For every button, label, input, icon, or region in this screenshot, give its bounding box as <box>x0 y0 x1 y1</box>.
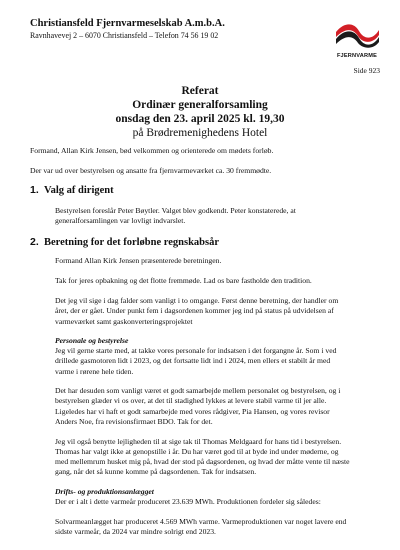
section-1-text-line: generalforsamlingen var lovligt indvarslet. <box>55 216 186 225</box>
thomas-paragraph-line: gang, når det så kunne komme på dagsordenen. Tak for indsatsen. <box>55 467 257 476</box>
staff-paragraph-line: drillede gasmotoren lidt i 2023, og det fortsatte lidt ind i 2024, men ellers et stabilt år med <box>55 356 331 365</box>
section-2-title: Beretning for det forløbne regnskabsår <box>44 237 219 248</box>
thomas-paragraph-line: med mellemrum husket mig på, hvad der stod på dagsordenen, og hvad der måtte vente til næste <box>55 457 350 466</box>
intro-attendance: Der var ud over bestyrelsen og ansatte fra fjernvarmeværket ca. 30 fremmødte. <box>30 166 272 175</box>
title-line-4: på Brødremenighedens Hotel <box>132 127 268 139</box>
section-1-number: 1. <box>30 184 39 196</box>
board-paragraph-line: bestyrelsen glæder vi os over, at det til stadighed lykkes at levere stabil varme til jer alle. <box>55 396 327 405</box>
board-paragraph-line: Anders Noe, fra revisionsfirmaet BDO. Tak for det. <box>55 417 213 426</box>
section-1-heading <box>30 184 114 196</box>
title-line-2: Ordinær generalforsamling <box>132 99 268 111</box>
title-line-3: onsdag den 23. april 2025 kl. 19,30 <box>115 113 285 125</box>
company-address: Ravnhavevej 2 – 6070 Christiansfeld – Telefon 74 56 19 02 <box>30 31 219 40</box>
fjernvarme-logo-mark <box>333 21 381 49</box>
title-line-1: Referat <box>181 85 219 97</box>
solar-paragraph-line: Solvarmeanlægget har produceret 4.569 MWh varme. Varmeproduktionen var noget lavere end <box>55 517 347 526</box>
report-overview-line: Det jeg vil sige i dag falder som vanligt i to omgange. Først denne beretning, der handler om <box>55 296 339 305</box>
thomas-paragraph-line: Jeg vil også benytte lejligheden til at sige tak til Thomas Meldgaard for hans tid i bestyrelsen. <box>55 437 342 446</box>
solar-paragraph-line: sidste varmeår, da 2024 var mindre solrigt end 2023. <box>55 527 216 536</box>
report-intro: Formand Allan Kirk Jensen præsenterede beretningen. <box>55 256 222 265</box>
section-1-text-line: Bestyrelsen foreslår Peter Bøytler. Valget blev godkendt. Peter konstaterede, at <box>55 206 296 215</box>
company-name: Christiansfeld Fjernvarmeselskab A.m.b.A. <box>30 18 225 29</box>
board-paragraph-line: Det har desuden som vanligt været et godt samarbejde mellem personalet og bestyrelsen, og i <box>55 386 341 395</box>
document-title <box>0 84 400 140</box>
subheading-production: Drifts- og produktionsanlægget <box>55 487 154 496</box>
section-2-number: 2. <box>30 236 39 248</box>
subheading-staff-board: Personale og bestyrelse <box>55 336 129 345</box>
production-summary: Der er i alt i dette varmeår produceret 23.639 MWh. Produktionen fordeler sig således: <box>55 497 321 506</box>
section-1-title: Valg af dirigent <box>44 185 114 196</box>
report-thanks: Tak for jeres opbakning og det flotte fremmøde. Lad os bare fastholde den tradition. <box>55 276 312 285</box>
staff-paragraph-line: Jeg vil gerne starte med, at takke vores personale for indsatsen i det forgangne år. Som i ved <box>55 346 337 355</box>
report-overview-line: varmeværket samt gaskonverteringsprojektet <box>55 317 193 326</box>
board-paragraph-line: Ligeledes har vi haft et godt samarbejde med vores rådgiver, Pia Hansen, og vores revisor <box>55 407 330 416</box>
staff-paragraph-line: varme i rørene hele tiden. <box>55 367 134 376</box>
thomas-paragraph-line: Thomas har valgt ikke at genopstille i år. Du har været god til at byde ind under møderne, og <box>55 447 339 456</box>
company-logo <box>333 21 381 59</box>
letterhead <box>30 17 225 41</box>
report-overview-line: året, der er gået. Under punkt fem i dagsordenen kommer jeg ind på status på udvidelsen af <box>55 306 334 315</box>
logo-text: FJERNVARME <box>336 53 378 59</box>
intro-welcome: Formand, Allan Kirk Jensen, bød velkommen og orienterede om mødets forløb. <box>30 146 274 155</box>
page-number: Side 923 <box>353 66 380 75</box>
section-2-heading <box>30 236 219 248</box>
